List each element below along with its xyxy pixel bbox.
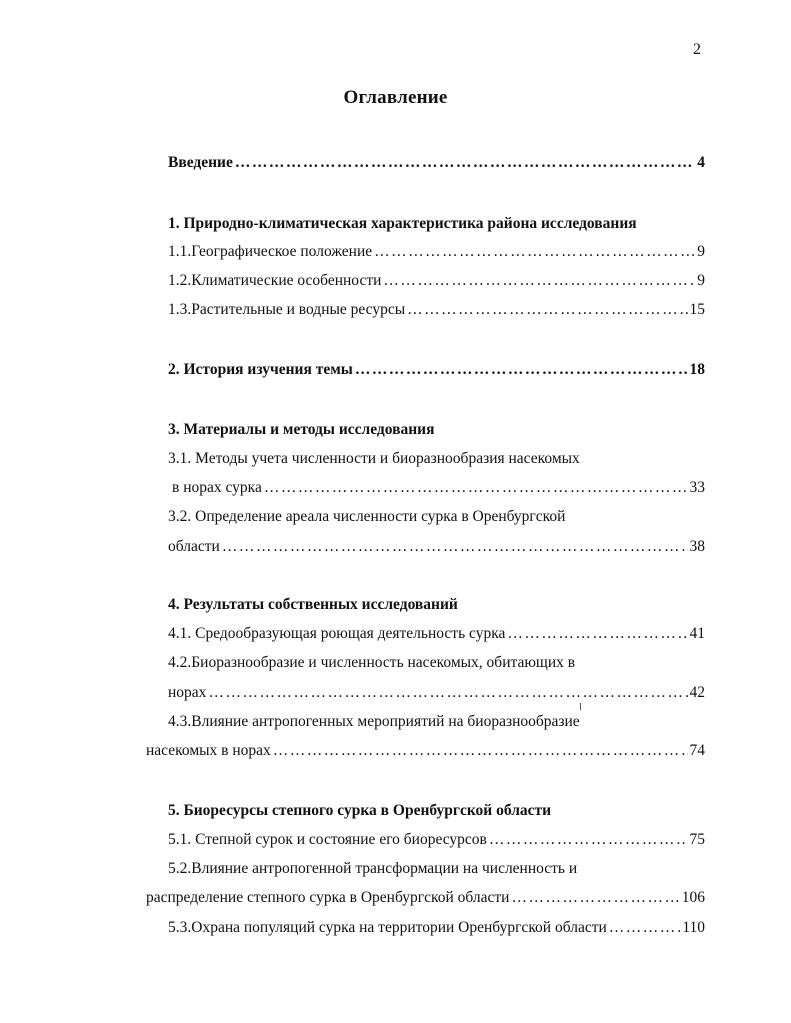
toc-entry-page: 74: [689, 742, 705, 759]
toc-entry-3-1: [172, 478, 705, 498]
toc-entry-page: 15: [689, 301, 705, 318]
leader-dots: [273, 741, 688, 761]
toc-entry-intro: [168, 153, 705, 173]
toc-entry-label: насекомых в норах: [146, 742, 271, 759]
toc-entry-3-1-line1: 3.1. Методы учета численности и биоразнообразия насекомых: [168, 450, 580, 467]
toc-entry-label: распределение степного сурка в Оренбургской области: [146, 889, 510, 906]
toc-entry-page: 42: [689, 684, 705, 701]
toc-entry-4-3-line1: 4.3.Влияние антропогенных мероприятий на биоразнообразие: [168, 713, 580, 730]
toc-entry-5-2-line1: 5.2.Влияние антропогенной трансформации на численность и: [168, 860, 578, 877]
chapter-3-heading: 3. Материалы и методы исследования: [168, 421, 435, 438]
toc-entry-page: 75: [689, 831, 705, 848]
leader-dots: [208, 683, 687, 703]
leader-dots: [235, 153, 695, 173]
toc-entry-page: 18: [689, 361, 705, 378]
toc-entry-page: 4: [697, 154, 705, 171]
toc-entry-label: норах: [168, 684, 207, 701]
toc-entry-label: 5.3.Охрана популяций сурка на территории Оренбургской области: [168, 919, 607, 936]
leader-dots: [383, 271, 695, 291]
toc-entry-label: в норах сурка: [172, 479, 262, 496]
page-title: Оглавление: [343, 87, 448, 108]
toc-entry-1-2: [168, 271, 705, 291]
chapter-5-heading: 5. Биоресурсы степного сурка в Оренбургской области: [168, 802, 552, 819]
leader-dots: [355, 360, 688, 380]
toc-entry-1-3: [168, 300, 705, 320]
chapter-4-heading: 4. Результаты собственных исследований: [168, 596, 458, 613]
leader-dots: [222, 537, 688, 557]
toc-entry-label: 1.3.Растительные и водные ресурсы: [168, 301, 406, 318]
toc-entry-label: Введение: [168, 154, 233, 171]
toc-entry-1-1: [168, 242, 705, 262]
toc-entry-3-2-line1: 3.2. Определение ареала численности сурка в Оренбургской: [168, 508, 566, 525]
page-number: 2: [693, 41, 701, 58]
toc-entry-5-3: [168, 918, 705, 938]
toc-entry-label: 4.1. Средообразующая роющая деятельность сурка: [168, 625, 506, 642]
toc-entry-label: области: [168, 538, 220, 555]
leader-dots: [407, 300, 687, 320]
leader-dots: [264, 478, 688, 498]
toc-entry-label: 1.2.Климатические особенности: [168, 272, 382, 289]
leader-dots: [609, 918, 681, 938]
toc-entry-chapter-2: [168, 360, 705, 380]
leader-dots: [511, 888, 679, 908]
toc-entry-page: 106: [681, 889, 705, 906]
toc-entry-label: 1.1.Географическое положение: [168, 243, 373, 260]
toc-entry-page: 33: [689, 479, 705, 496]
toc-entry-page: 9: [697, 243, 705, 260]
toc-entry-label: 5.1. Степной сурок и состояние его биоресурсов: [168, 831, 487, 848]
toc-entry-4-3: [146, 741, 705, 761]
leader-dots: [507, 624, 687, 644]
leader-dots: [374, 242, 695, 262]
chapter-1-heading: 1. Природно-климатическая характеристика района исследования: [168, 215, 637, 232]
toc-entry-5-2: [146, 888, 705, 908]
toc-entry-4-2: [168, 683, 705, 703]
toc-entry-4-1: [168, 624, 705, 644]
toc-entry-4-2-line1: 4.2.Биоразнообразие и численность насекомых, обитающих в: [168, 654, 576, 671]
scan-mark: [580, 703, 581, 710]
leader-dots: [489, 830, 688, 850]
toc-entry-page: 110: [682, 919, 705, 936]
toc-entry-3-2: [168, 537, 705, 557]
toc-entry-page: 9: [697, 272, 705, 289]
toc-entry-page: 38: [689, 538, 705, 555]
toc-entry-label: 2. История изучения темы: [168, 361, 353, 378]
toc-entry-page: 41: [689, 625, 705, 642]
toc-entry-5-1: [168, 830, 705, 850]
